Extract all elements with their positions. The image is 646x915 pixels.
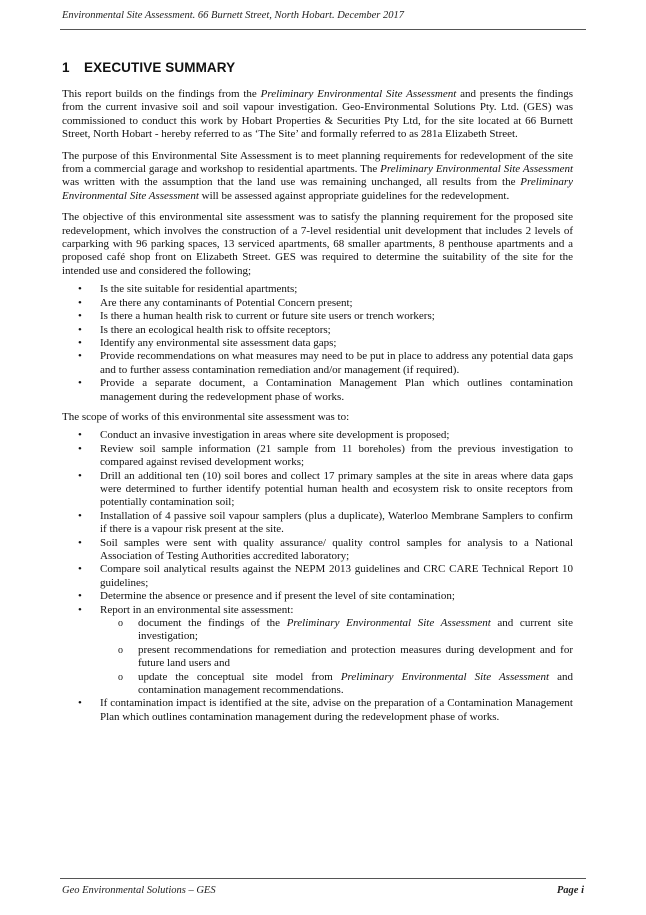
list-item-text: Installation of 4 passive soil vapour samplers (plus a duplicate), Waterloo Membrane Samplers to confirm if there is a vapour risk present at the site.	[100, 509, 573, 536]
list-item-text: Is the site suitable for residential apartments;	[100, 283, 298, 296]
text-run: and current site investigation;	[138, 617, 574, 643]
section-number: 1	[62, 60, 70, 75]
paragraph-objective: The objective of this environmental site assessment was to satisfy the planning requirement for the proposed site redevelopment, which involves the construction of a 7-level residential unit development that includes 2 levels of carparking with 96 parking spaces, 13 serviced apartments, 68 smaller apartments, 8 penthouse apartments and a proposed café shop front on Elizabeth Street. GES was required to determine the suitability of the site for the intended use and considered the following;	[62, 211, 573, 277]
text-run: and contamination management recommendations.	[138, 670, 573, 697]
list-item-text: Conduct an invasive investigation in areas where site development is proposed;	[100, 429, 450, 442]
section-title: EXECUTIVE SUMMARY	[84, 60, 236, 75]
bullet-icon: •	[78, 603, 82, 616]
list-item	[62, 537, 573, 564]
objectives-list	[62, 283, 573, 404]
bullet-icon: •	[78, 296, 82, 309]
list-item-text: Report in an environmental site assessment:	[100, 603, 294, 616]
text-run: will be assessed against appropriate guidelines for the redevelopment.	[198, 189, 510, 202]
list-item	[62, 297, 573, 310]
text-run: and presents the findings from the current invasive soil and soil vapour investigation. Geo-Environmental Solutions Pty. Ltd. (GES) was commissioned to conduct this work by Hobart Properties & Securities Pty Ltd, for the site located at 66 Burnett Street, North Hobart - hereby referred to as ‘The Site’ and formally referred to as 281a Elizabeth Street.	[62, 88, 573, 141]
footer-rule	[60, 878, 586, 879]
list-item-text: Drill an additional ten (10) soil bores and collect 17 primary samples at the site in areas where data gaps were determined to further identify potential human health and ecosystem risk to onsite receptors from potentially contamination soil;	[100, 469, 573, 509]
list-item-text: If contamination impact is identified at the site, advise on the preparation of a Contamination Management Plan which outlines contamination management during the redevelopment phase of works.	[100, 697, 573, 723]
text-run: This report builds on the findings from the	[62, 88, 261, 100]
bullet-icon: •	[78, 336, 82, 349]
list-item	[62, 510, 573, 537]
italic-doc-title: Preliminary Environmental Site Assessment	[62, 176, 573, 202]
list-item	[62, 310, 573, 323]
list-item	[62, 563, 573, 590]
list-item-text: Compare soil analytical results against the NEPM 2013 guidelines and CRC CARE Technical Report 10 guidelines;	[100, 563, 573, 589]
paragraph-scope-intro: The scope of works of this environmental site assessment was to:	[62, 410, 350, 423]
text-run: was written with the assumption that the land use was remaining unchanged, all results from the	[62, 176, 521, 189]
italic-doc-title: Preliminary Environmental Site Assessment	[260, 88, 457, 100]
italic-doc-title: Preliminary Environmental Site Assessment	[286, 617, 491, 630]
bullet-icon: •	[78, 697, 82, 710]
list-item-text: Determine the absence or presence and if present the level of site contamination;	[100, 590, 455, 603]
scope-list	[62, 429, 573, 724]
list-item-text: Review soil sample information (21 sample from 11 boreholes) from the previous investigation to compared against revised development works;	[100, 442, 573, 469]
paragraph-intro	[62, 88, 573, 142]
list-item-text: Is there an ecological health risk to offsite receptors;	[100, 323, 331, 336]
bullet-icon: •	[78, 469, 82, 482]
bullet-icon: •	[78, 536, 82, 549]
list-item	[62, 697, 573, 724]
section-heading	[62, 60, 235, 75]
bullet-icon: •	[78, 509, 82, 522]
sub-list-item	[100, 617, 573, 644]
bullet-icon: •	[78, 323, 82, 336]
paragraph-purpose	[62, 150, 573, 204]
bullet-icon: •	[78, 283, 82, 296]
list-item	[62, 429, 573, 442]
list-item	[62, 377, 573, 404]
sub-list-item	[100, 671, 573, 698]
list-item-text: Provide recommendations on what measures may need to be put in place to address any potential data gaps and to further assess contamination remediation and/or management (if required).	[100, 350, 573, 376]
bullet-icon: •	[78, 429, 82, 442]
list-item	[62, 350, 573, 377]
text-run: present recommendations for remediation and protection measures during development and for future land users and	[138, 643, 573, 670]
list-item	[62, 324, 573, 337]
bullet-icon: •	[78, 350, 82, 363]
text-run: The purpose of this Environmental Site Assessment is to meet planning requirements for redevelopment of the site from a commercial garage and workshop to residential apartments. The	[62, 149, 573, 176]
running-header: Environmental Site Assessment. 66 Burnett Street, North Hobart. December 2017	[62, 10, 404, 21]
text-run: update the conceptual site model from	[138, 670, 341, 683]
sub-list-item	[100, 644, 573, 671]
italic-doc-title: Preliminary Environmental Site Assessment	[380, 163, 574, 176]
circle-bullet-icon: o	[118, 618, 123, 630]
header-rule	[60, 29, 586, 30]
list-item-text: Provide a separate document, a Contamination Management Plan which outlines contamination management during the redevelopment phase of works.	[100, 377, 573, 403]
circle-bullet-icon: o	[118, 644, 123, 656]
bullet-icon: •	[78, 377, 82, 390]
list-item	[62, 604, 573, 698]
bullet-icon: •	[78, 590, 82, 603]
page-number: Page i	[556, 885, 584, 896]
circle-bullet-icon: o	[118, 671, 123, 683]
list-item	[62, 283, 573, 296]
list-item	[62, 443, 573, 470]
bullet-icon: •	[78, 563, 82, 576]
list-item	[62, 337, 573, 350]
list-item-text: Identify any environmental site assessment data gaps;	[100, 336, 337, 349]
text-run: document the findings of the	[138, 617, 287, 630]
footer-company: Geo Environmental Solutions – GES	[62, 885, 216, 896]
list-item-text: Soil samples were sent with quality assurance/ quality control samples for analysis to a National Association of Testing Authorities accredited laboratory;	[100, 536, 573, 562]
italic-doc-title: Preliminary Environmental Site Assessment	[340, 670, 550, 683]
list-item	[62, 470, 573, 510]
list-item-text: Are there any contaminants of Potential Concern present;	[100, 296, 353, 309]
bullet-icon: •	[78, 310, 82, 323]
bullet-icon: •	[78, 442, 82, 455]
list-item	[62, 590, 573, 603]
list-item-text: Is there a human health risk to current or future site users or trench workers;	[100, 310, 435, 323]
report-sublist	[100, 617, 573, 697]
document-body	[62, 88, 573, 731]
